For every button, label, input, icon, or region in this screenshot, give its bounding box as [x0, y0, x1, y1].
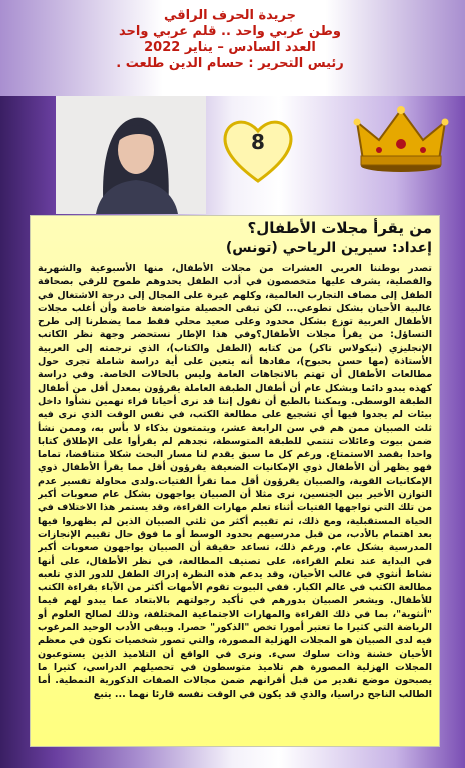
- article-author: إعداد: سيرين الرياحي (تونس): [225, 240, 432, 256]
- crown-icon: [345, 100, 457, 180]
- newspaper-masthead: [80, 8, 380, 90]
- issue-info: العدد السادس – يناير 2022: [144, 40, 316, 55]
- newspaper-name: جريدة الحرف الراقي: [163, 8, 296, 23]
- editor-in-chief: رئيس التحرير : حسام الدين طلعت .: [116, 56, 344, 71]
- newspaper-slogan: وطن عربي واحد .. قلم عربي واحد: [119, 24, 341, 39]
- article-body: تصدر بوطننا العربي العشرات من مجلات الأطفال، منها الأسبوعية والشهرية والفصلية، يشرف عليها متخصصون في أدب الطفل يحدوهم طموح للرقي بصحافة الطفل إلى مصاف التجارب العالمية، وكلهم غيرة على المجال إلى درجة الاشتغال في غالبية الأحيان بشكل تطوعي... لكن تبقى الحصيلة متواضعة خاصة وأن أغلب مجلات الأطفال العربية توزع بشكل محدود وعلى صعيد محلي فقط مما يضطرنا إلى طرح التساؤل: من يقرأ مجلات الأطفال؟وفي هذا الإطار نستحضر وجهة نظر الكاتب الإنجليزي (نيكولاس تاكر) من كتابه (الطفل والكتاب)، الذي ترجمته إلى العربية الأستاذة (مها حسن بحبوح)، مفادها أنه يتعين على أية دراسة شاملة تجرى حول مطالعات الأطفال أن تهتم بالاتجاهات العامة وليس بالحالات الخاصة. وفي دراسة كهذه يبدو دائما وبشكل عام أن أطفال الطبقة العاملة يقرؤون بمعدل أقل من أطفال الطبقة الوسطى. ويمكننا بالطبع أن نقول إننا قد نرى أحيانا قراء نهمين نشأوا داخل بيئات لم يجدوا فيها أي تشجيع على مطالعة الكتب، في نفس الوقت الذي نرى فيه ثلث الصبيان ممن هم في سن الرابعة عشر، ويتمتعون بذكاء لا بأس به، وممن نشأ ضمن بيوت وعائلات تنتمي للطبقة المتوسطة، نجدهم لم يقرأوا على الإطلاق كتابا واحدا بقصد الاستمتاع. ورغم كل ما سبق يقدم لنا مسار البحث شكلا متناقضا، تماما فهو يظهر أن الأطفال ذوي الإمكانيات الضعيفة يقرؤون أقل مما يقرأ الأطفال ذوي الإمكانيات القوية، والصبيان يقرؤون أقل مما تقرأ الفتيات.ولدى محاولة تفسير عدم التوازن الأخير بين الجنسين، نرى مثلا أن الصبيان يواجهون بشكل عام صعوبات أكبر من تلك التي تواجهها الفتيات أثناء تعلم مهارات القراءة، وقد يستمر هذا الاختلاف في الحياة المستقبلية، ومع ذلك، ثم تقييم أكثر من ثلثي الصبيان الذين لم يظهروا فيها بعد اهتمام بالأدب، من قبل مدرسيهم بحدود الوسط أو ما فوق حال تقييم الإنجازات المدرسية بشكل عام. ورغم ذلك، تساعد حقيقة أن الصبيان يواجهون صعوبات أكبر في البداية عند تعلم القراءة، على تصنيف المطالعة، في نظر الأطفال، على أنها نشاط أنثوي في غالب الأحيان، وقد يدعم هذه النظرة إدراك الطفل للدور الذي تلعبه مطالعة الكتب في عالم الكبار. ففي البيوت تقوم الأمهات أكثر من الآباء بقراءة الكتب للأطفال. ويشعر الصبيان بدورهم في تأكيد رجولتهم بالابتعاد عما يبدو لهم قيما "أنثوية"، بما في ذلك القراءة والمهارات الاجتماعية المختلفة، وذلك لصالح العلوم أو الرياضة التي كثيرا ما تعتبر أمورا تخص "الذكور" حصرا. ويبقى الأدب الوحيد المرغوب فيه لدى الصبيان هو المجلات الهزلية المصورة، والتي تصور شخصيات تكون في معظم الأحيان خشنة وذات سلوك سيء. ونرى في الواقع أن التلاميذ الذين يستوعبون المجلات الهزلية المصورة هم تلاميذ متوسطون في تحصيلهم الدراسي، كثيرا ما يصبحون موضع تقدير من قبل أقرانهم ضمن مجالات الصفات الذكورية النمطية. أما الطالب الناجح دراسيا، والذي قد يكون في الوقت نفسه قارئا نهما ... يتبع: [38, 263, 432, 700]
- author-photo: [56, 96, 206, 214]
- article-title: من يقرأ مجلات الأطفال؟: [247, 219, 432, 237]
- page-number: 8: [251, 130, 265, 154]
- author-portrait: [56, 96, 206, 214]
